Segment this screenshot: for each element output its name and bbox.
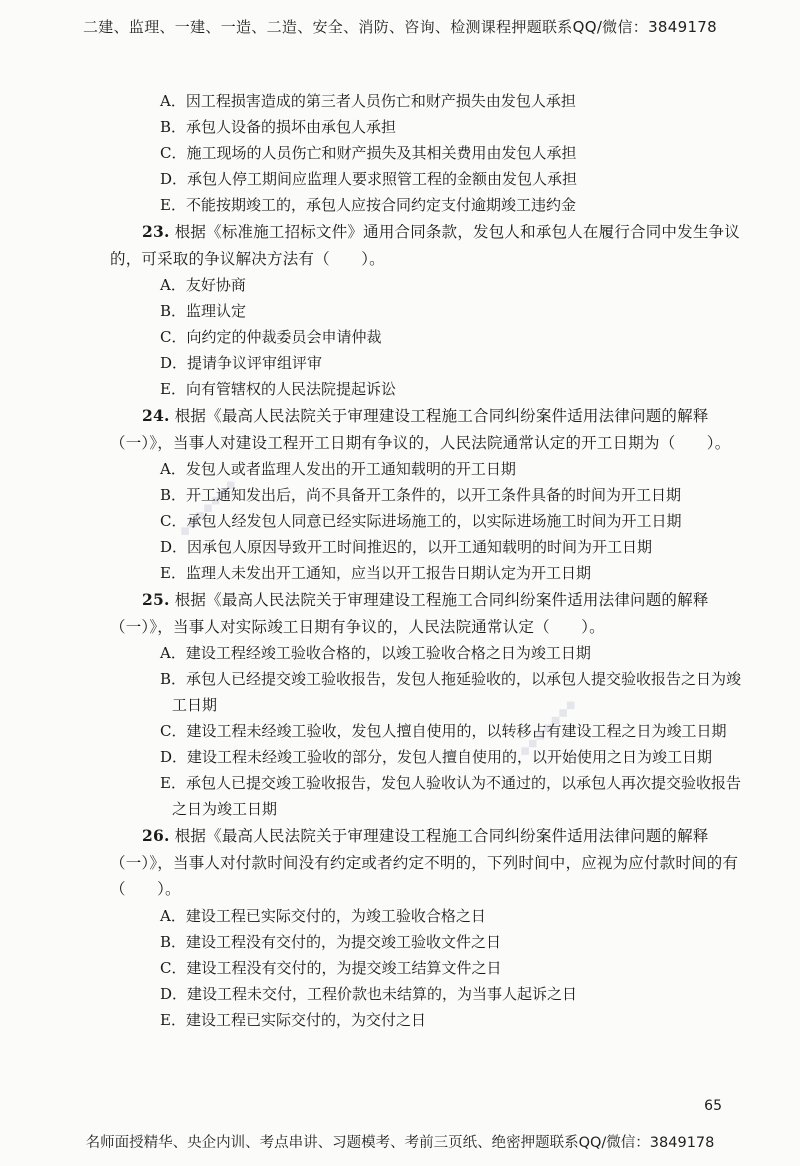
option: A．发包人或者监理人发出的开工通知载明的开工日期 bbox=[160, 460, 516, 478]
option: B．开工通知发出后，尚不具备开工条件的，以开工条件具备的时间为开工日期 bbox=[160, 486, 682, 504]
option: D．因承包人原因导致开工时间推迟的，以开工通知载明的时间为开工日期 bbox=[160, 538, 653, 556]
option: D．提请争议评审组评审 bbox=[160, 354, 323, 372]
page-header: 二建、监理、一建、一造、二造、安全、消防、咨询、检测课程押题联系QQ/微信：3849178 bbox=[83, 18, 717, 36]
option: D．承包人停工期间应监理人要求照管工程的金额由发包人承担 bbox=[160, 170, 578, 188]
option: B．监理认定 bbox=[160, 302, 247, 320]
question-23 bbox=[110, 219, 750, 402]
question-26 bbox=[110, 823, 750, 1033]
page-body bbox=[110, 88, 750, 1033]
question-25 bbox=[110, 587, 750, 822]
option: A．建设工程已实际交付的，为竣工验收合格之日 bbox=[160, 906, 486, 925]
watermark: ◆◆◆◆◆◆◆ bbox=[175, 475, 240, 541]
option: C．建设工程未经竣工验收，发包人擅自使用的，以转移占有建设工程之日为竣工日期 bbox=[160, 722, 727, 740]
question-stem: 根据《最高人民法院关于审理建设工程施工合同纠纷案件适用法律问题的解释（一）》，当事人对建设工程开工日期有争议的，人民法院通常认定的开工日期为（ ）。 bbox=[110, 407, 731, 452]
option: A．建设工程经竣工验收合格的，以竣工验收合格之日为竣工日期 bbox=[160, 644, 591, 662]
option: E．建设工程已实际交付的，为交付之日 bbox=[160, 1010, 426, 1029]
question-number: 25. bbox=[142, 590, 170, 609]
question-stem: 根据《最高人民法院关于审理建设工程施工合同纠纷案件适用法律问题的解释（一）》，当事人对实际竣工日期有争议的，人民法院通常认定（ ）。 bbox=[110, 591, 709, 636]
watermark: ◆◆◆◆◆◆◆ bbox=[515, 695, 580, 761]
option: E．监理人未发出开工通知，应当以开工报告日期认定为开工日期 bbox=[160, 564, 591, 582]
question-number: 23. bbox=[142, 222, 170, 241]
option: B．建设工程没有交付的，为提交竣工验收文件之日 bbox=[160, 932, 502, 951]
option: E．承包人已提交竣工验收报告，发包人验收认为不通过的，以承包人再次提交验收报告之日为竣工日期 bbox=[160, 774, 741, 818]
page-number: 65 bbox=[704, 1098, 722, 1114]
option: A．因工程损害造成的第三者人员伤亡和财产损失由发包人承担 bbox=[160, 92, 576, 110]
question-number: 26. bbox=[142, 826, 170, 845]
option: C．向约定的仲裁委员会申请仲裁 bbox=[160, 328, 382, 346]
option: B．承包人设备的损坏由承包人承担 bbox=[160, 118, 397, 136]
question-number: 24. bbox=[142, 406, 170, 425]
option: D．建设工程未交付，工程价款也未结算的，为当事人起诉之日 bbox=[160, 984, 578, 1003]
question-24 bbox=[110, 403, 750, 586]
option: C．承包人经发包人同意已经实际进场施工的，以实际进场施工时间为开工日期 bbox=[160, 512, 682, 530]
option: C．施工现场的人员伤亡和财产损失及其相关费用由发包人承担 bbox=[160, 144, 577, 162]
option: D．建设工程未经竣工验收的部分，发包人擅自使用的，以开始使用之日为竣工日期 bbox=[160, 748, 713, 766]
option: E．向有管辖权的人民法院提起诉讼 bbox=[160, 380, 396, 398]
option: E．不能按期竣工的，承包人应按合同约定支付逾期竣工违约金 bbox=[160, 196, 576, 214]
option: B．承包人已经提交竣工验收报告，发包人拖延验收的，以承包人提交验收报告之日为竣工日期 bbox=[160, 670, 742, 714]
question-stem: 根据《标准施工招标文件》通用合同条款，发包人和承包人在履行合同中发生争议的，可采取的争议解决方法有（ ）。 bbox=[110, 223, 740, 268]
prev-question-options bbox=[110, 88, 750, 218]
page-footer: 名师面授精华、央企内训、考点串讲、习题模考、考前三页纸、绝密押题联系QQ/微信：3849178 bbox=[85, 1135, 715, 1151]
option: C．建设工程没有交付的，为提交竣工结算文件之日 bbox=[160, 958, 502, 977]
option: A．友好协商 bbox=[160, 276, 246, 294]
question-stem: 根据《最高人民法院关于审理建设工程施工合同纠纷案件适用法律问题的解释（一）》，当事人对付款时间没有约定或者约定不明的，下列时间中，应视为应付款时间的有（ ）。 bbox=[110, 827, 739, 898]
